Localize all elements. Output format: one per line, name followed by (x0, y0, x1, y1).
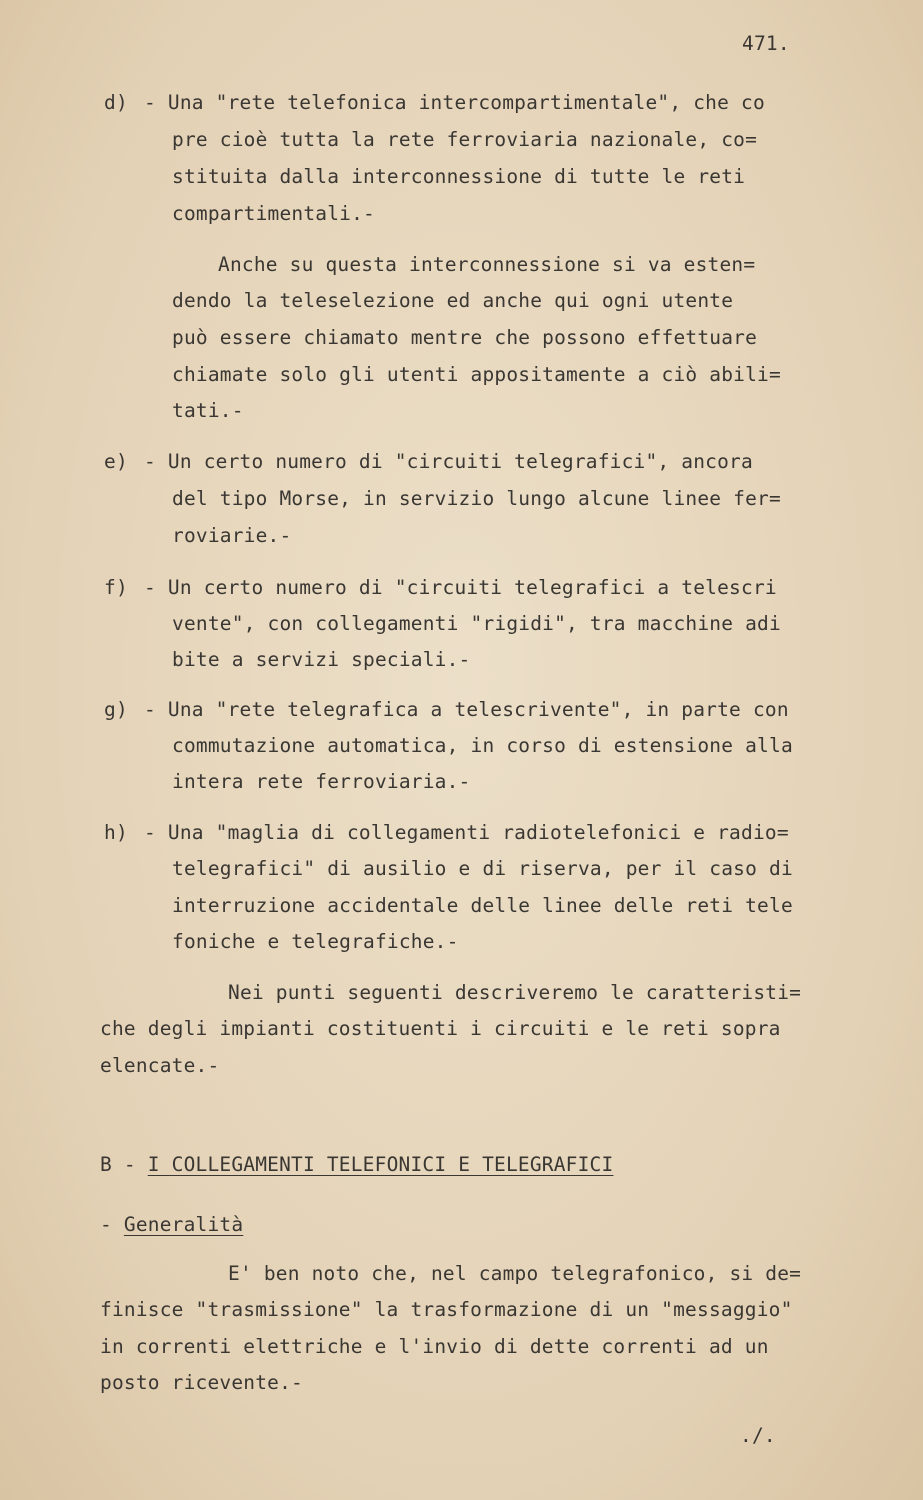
item-d-label: d) (104, 91, 128, 114)
section-prefix: B - (100, 1153, 148, 1176)
item-d-note-line-3: può essere chiamato mentre che possono effettuare (172, 326, 758, 349)
item-d-line-4: compartimentali.- (172, 202, 375, 225)
item-f-line-3: bite a servizi speciali.- (172, 648, 471, 671)
closing-line-2: che degli impianti costituenti i circuiti e le reti sopra (100, 1017, 781, 1040)
item-f-line-1: - Un certo numero di "circuiti telegrafici a telescri (144, 576, 777, 599)
generalita-line-4: posto ricevente.- (100, 1371, 303, 1394)
item-h-label: h) (104, 821, 128, 844)
continuation-mark: ./. (740, 1424, 776, 1447)
closing-line-3: elencate.- (100, 1054, 220, 1077)
item-d-note-line-5: tati.- (172, 399, 244, 422)
item-e-line-1: - Un certo numero di "circuiti telegrafici", ancora (144, 450, 753, 473)
closing-line-1: Nei punti seguenti descriveremo le caratteristi= (228, 981, 802, 1004)
item-d-line-2: pre cioè tutta la rete ferroviaria nazionale, co= (172, 128, 758, 151)
item-d-line-3: stituita dalla interconnessione di tutte le reti (172, 165, 746, 188)
subsection-prefix: - (100, 1213, 124, 1236)
item-g-line-1: - Una "rete telegrafica a telescrivente", in parte con (144, 698, 789, 721)
subsection-title: Generalità (123, 1213, 244, 1236)
item-e-line-3: roviarie.- (172, 524, 292, 547)
item-d-note-line-4: chiamate solo gli utenti appositamente a ciò abili= (172, 363, 781, 386)
item-d-note-line-2: dendo la teleselezione ed anche qui ogni utente (172, 289, 734, 312)
item-h-line-1: - Una "maglia di collegamenti radiotelefonici e radio= (144, 821, 789, 844)
generalita-line-1: E' ben noto che, nel campo telegrafonico, si de= (228, 1262, 802, 1285)
item-h-line-2: telegrafici" di ausilio e di riserva, per il caso di (172, 857, 793, 880)
section-heading (100, 1155, 613, 1175)
item-h-line-4: foniche e telegrafiche.- (172, 930, 459, 953)
generalita-line-2: finisce "trasmissione" la trasformazione di un "messaggio" (100, 1298, 793, 1321)
item-g-line-2: commutazione automatica, in corso di estensione alla (172, 734, 793, 757)
section-title: I COLLEGAMENTI TELEFONICI E TELEGRAFICI (147, 1153, 614, 1176)
item-d-note-line-1: Anche su questa interconnessione si va esten= (218, 253, 756, 276)
page-number: 471. (742, 32, 790, 55)
item-d-line-1: - Una "rete telefonica intercompartimentale", che co (144, 91, 765, 114)
item-h-line-3: interruzione accidentale delle linee delle reti tele (172, 894, 793, 917)
item-g-line-3: intera rete ferroviaria.- (172, 770, 471, 793)
item-g-label: g) (104, 698, 128, 721)
item-f-label: f) (104, 576, 128, 599)
item-e-line-2: del tipo Morse, in servizio lungo alcune linee fer= (172, 487, 781, 510)
generalita-line-3: in correnti elettriche e l'invio di dette correnti ad un (100, 1335, 769, 1358)
item-e-label: e) (104, 450, 128, 473)
subsection-heading (100, 1215, 243, 1235)
item-f-line-2: vente", con collegamenti "rigidi", tra macchine adi (172, 612, 781, 635)
